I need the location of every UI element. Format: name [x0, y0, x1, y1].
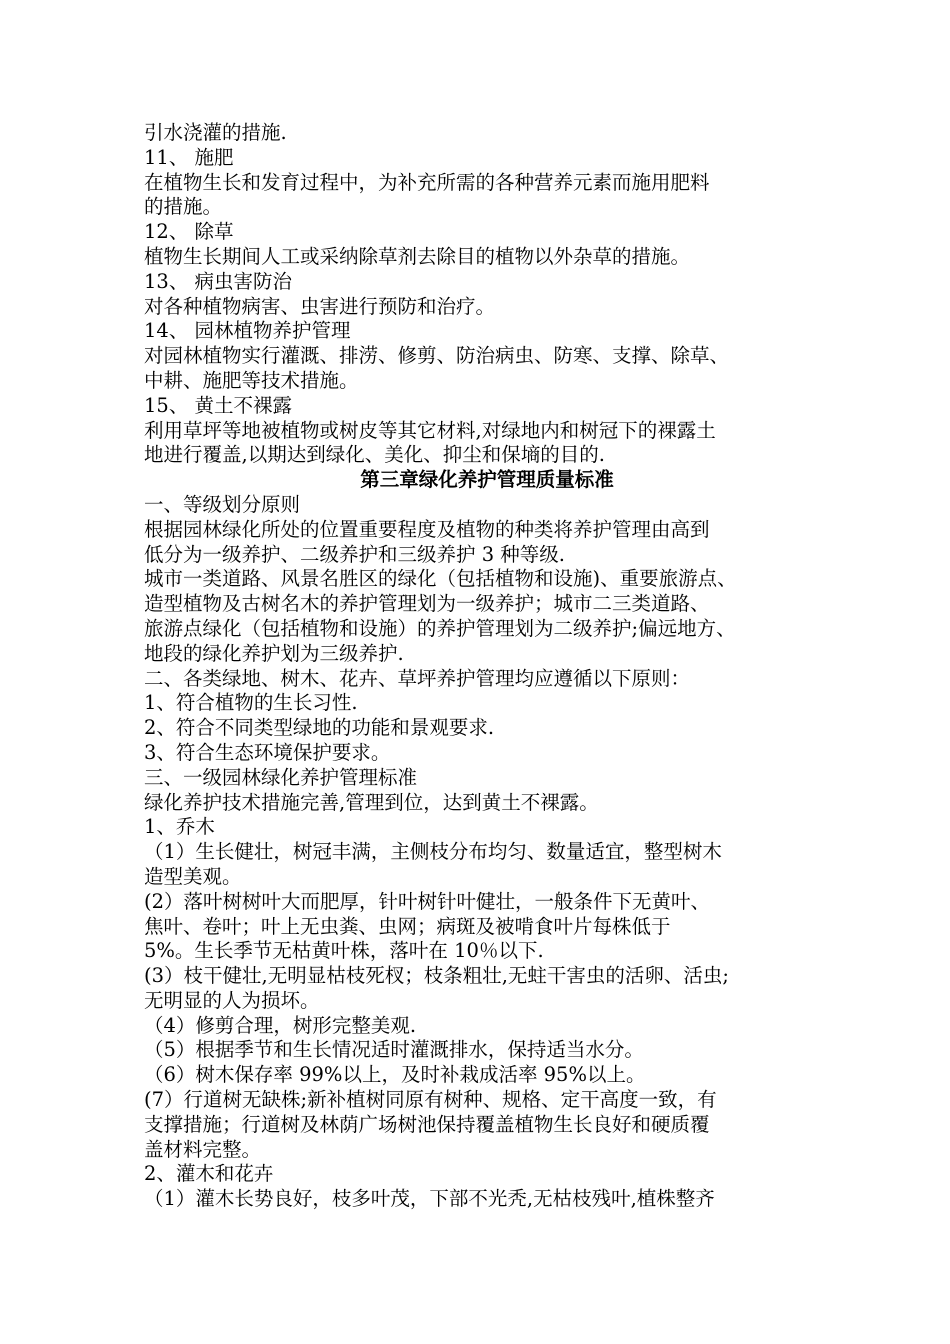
text-line: 植物生长期间人工或采纳除草剂去除目的植物以外杂草的措施。 [144, 244, 691, 268]
text-line: (7）行道树无缺株;新补植树同原有树种、规格、定干高度一致，有 [144, 1088, 717, 1112]
text-line: 引水浇灌的措施. [144, 121, 287, 144]
text-line: 在植物生长和发育过程中，为补充所需的各种营养元素而施用肥料 [144, 170, 710, 194]
section-heading: 三、一级园林绿化养护管理标准 [144, 765, 418, 789]
section-heading: 15、 黄土不裸露 [144, 393, 293, 417]
text-line: 对园林植物实行灌溉、排涝、修剪、防治病虫、防寒、支撑、除草、 [144, 344, 730, 368]
text-line: 根据园林绿化所处的位置重要程度及植物的种类将养护管理由高到 [144, 517, 710, 541]
chapter-title: 第三章绿化养护管理质量标准 [360, 468, 614, 492]
text-line: （5）根据季节和生长情况适时灌溉排水，保持适当水分。 [144, 1038, 644, 1062]
section-heading: 11、 施肥 [144, 145, 234, 169]
text-line: （1）生长健壮，树冠丰满，主侧枝分布均匀、数量适宜，整型树木 [144, 840, 722, 864]
section-heading: 12、 除草 [144, 220, 234, 244]
text-line: (3）枝干健壮,无明显枯枝死杈；枝条粗壮,无蛀干害虫的活卵、活虫; [144, 964, 729, 988]
text-line: 3、符合生态环境保护要求。 [144, 740, 391, 764]
section-heading: 二、各类绿地、树木、花卉、草坪养护管理均应遵循以下原则： [144, 666, 691, 690]
text-line: 支撑措施；行道树及林荫广场树池保持覆盖植物生长良好和硬质覆 [144, 1112, 710, 1136]
text-line: 城市一类道路、风景名胜区的绿化（包括植物和设施)、重要旅游点、 [144, 567, 737, 591]
text-line: (2）落叶树树叶大而肥厚，针叶树针叶健壮，一般条件下无黄叶、 [144, 889, 711, 913]
section-heading: 13、 病虫害防治 [144, 269, 293, 293]
section-heading: 2、灌木和花卉 [144, 1162, 274, 1186]
text-line: 低分为一级养护、二级养护和三级养护 3 种等级. [144, 542, 566, 566]
text-line: 地段的绿化养护划为三级养护. [144, 641, 404, 665]
text-line: 中耕、施肥等技术措施。 [144, 368, 359, 392]
text-line: （6）树木保存率 99%以上，及时补栽成活率 95%以上。 [144, 1063, 646, 1087]
text-line: 无明显的人为损坏。 [144, 988, 320, 1012]
text-line: 2、符合不同类型绿地的功能和景观要求. [144, 716, 495, 740]
text-line: （4）修剪合理，树形完整美观. [144, 1013, 417, 1037]
text-line: 造型美观。 [144, 864, 242, 888]
text-line: 旅游点绿化（包括植物和设施）的养护管理划为二级养护;偏远地方、 [144, 616, 736, 640]
text-line: 盖材料完整。 [144, 1137, 262, 1161]
text-line: 造型植物及古树名木的养护管理划为一级养护；城市二三类道路、 [144, 592, 710, 616]
text-line: 的措施。 [144, 195, 223, 219]
text-line: 1、符合植物的生长习性. [144, 691, 358, 715]
text-line: 对各种植物病害、虫害进行预防和治疗。 [144, 294, 496, 318]
text-line: 地进行覆盖,以期达到绿化、美化、抑尘和保墒的目的. [144, 443, 605, 467]
text-line: 利用草坪等地被植物或树皮等其它材料,对绿地内和树冠下的裸露土 [144, 418, 716, 442]
section-heading: 1、乔木 [144, 815, 215, 839]
text-line: 5%。生长季节无枯黄叶株，落叶在 10％以下. [144, 939, 544, 963]
text-line: （1）灌木长势良好，枝多叶茂，下部不光秃,无枯枝残叶,植株整齐 [144, 1187, 715, 1211]
text-line: 焦叶、卷叶；叶上无虫粪、虫网；病斑及被啃食叶片每株低于 [144, 914, 671, 938]
section-heading: 14、 园林植物养护管理 [144, 319, 351, 343]
text-line: 绿化养护技术措施完善,管理到位，达到黄土不裸露。 [144, 790, 599, 814]
section-heading: 一、等级划分原则 [144, 492, 301, 516]
